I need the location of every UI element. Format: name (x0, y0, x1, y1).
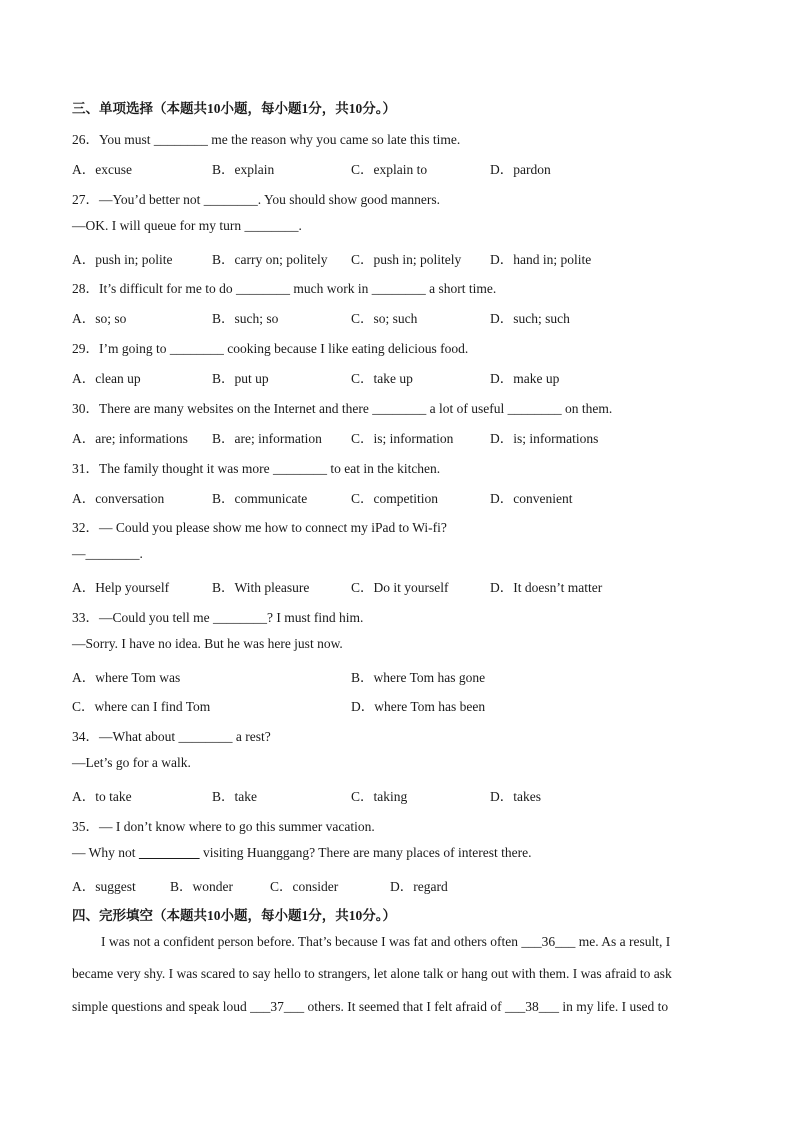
cloze-blank-36: ___36___ (521, 934, 576, 949)
q34-reply: —Let’s go for a walk. (72, 755, 191, 770)
cloze-line-3 (72, 999, 668, 1015)
q27-option-d: D．hand in; polite (490, 252, 592, 267)
cloze-text: I was not a confident person before. That’s because I was fat and others often (101, 934, 522, 949)
cloze-line-2: became very shy. I was scared to say hello to strangers, let alone talk or hang out with them. I was afraid to ask (72, 966, 672, 981)
cloze-line-1 (101, 934, 670, 950)
q31-stem: 31．The family thought it was more ________ to eat in the kitchen. (72, 461, 441, 476)
q34-option-a: A．to take (72, 789, 132, 804)
q31-option-b: B．communicate (212, 491, 308, 506)
q35-option-d: D．regard (390, 879, 448, 894)
q29-stem: 29．I’m going to ________ cooking because I like eating delicious food. (72, 341, 469, 356)
q33-stem: 33．—Could you tell me ________? I must find him. (72, 610, 364, 625)
q33-option-a: A．where Tom was (72, 670, 181, 685)
q34-option-d: D．takes (490, 789, 541, 804)
q35-reply-pre: — Why not (72, 845, 139, 860)
cloze-text: others. It seemed that I felt afraid of (304, 999, 506, 1014)
q32-option-d: D．It doesn’t matter (490, 580, 603, 595)
q30-option-a: A．are; informations (72, 431, 188, 446)
q29-option-c: C．take up (351, 371, 413, 386)
q28-option-d: D．such; such (490, 311, 570, 326)
q33-option-b: B．where Tom has gone (351, 670, 486, 685)
q34-option-b: B．take (212, 789, 257, 804)
q26-stem: 26．You must ________ me the reason why you came so late this time. (72, 132, 461, 147)
q27-option-b: B．carry on; politely (212, 252, 328, 267)
q29-option-a: A．clean up (72, 371, 141, 386)
q29-option-d: D．make up (490, 371, 560, 386)
q35-reply (72, 845, 532, 861)
q28-option-c: C．so; such (351, 311, 418, 326)
q26-option-c: C．explain to (351, 162, 428, 177)
cloze-blank-38: ___38___ (505, 999, 560, 1014)
q28-option-a: A．so; so (72, 311, 127, 326)
q30-option-c: C．is; information (351, 431, 454, 446)
q33-option-d: D．where Tom has been (351, 699, 486, 714)
q26-option-b: B．explain (212, 162, 275, 177)
q33-reply: —Sorry. I have no idea. But he was here just now. (72, 636, 343, 651)
q31-option-a: A．conversation (72, 491, 165, 506)
q29-option-b: B．put up (212, 371, 269, 386)
section4-heading: 四、完形填空（本题共10小题，每小题1分，共10分。） (72, 908, 396, 923)
q32-reply: —________. (72, 546, 143, 561)
q35-blank (139, 845, 200, 860)
q32-option-c: C．Do it yourself (351, 580, 449, 595)
q35-stem: 35．— I don’t know where to go this summer vacation. (72, 819, 375, 834)
q28-stem: 28．It’s difficult for me to do ________ much work in ________ a short time. (72, 281, 497, 296)
q27-reply: —OK. I will queue for my turn ________. (72, 218, 302, 233)
q30-stem: 30．There are many websites on the Internet and there ________ a lot of useful ________ on them. (72, 401, 613, 416)
q35-reply-post: visiting Huanggang? There are many places of interest there. (199, 845, 532, 860)
q31-option-c: C．competition (351, 491, 438, 506)
q31-option-d: D．convenient (490, 491, 573, 506)
q35-option-c: C．consider (270, 879, 339, 894)
q26-option-d: D．pardon (490, 162, 551, 177)
q27-option-c: C．push in; politely (351, 252, 462, 267)
q28-option-b: B．such; so (212, 311, 279, 326)
cloze-text: simple questions and speak loud (72, 999, 251, 1014)
q35-option-a: A．suggest (72, 879, 136, 894)
q26-option-a: A．excuse (72, 162, 132, 177)
q27-option-a: A．push in; polite (72, 252, 173, 267)
q32-option-b: B．With pleasure (212, 580, 310, 595)
section3-heading: 三、单项选择（本题共10小题，每小题1分，共10分。） (72, 101, 396, 116)
q35-option-b: B．wonder (170, 879, 233, 894)
cloze-text: me. As a result, I (575, 934, 671, 949)
q32-option-a: A．Help yourself (72, 580, 170, 595)
cloze-blank-37: ___37___ (250, 999, 305, 1014)
q34-stem: 34．—What about ________ a rest? (72, 729, 271, 744)
q30-option-d: D．is; informations (490, 431, 599, 446)
cloze-text: in my life. I used to (559, 999, 669, 1014)
q32-stem: 32．— Could you please show me how to connect my iPad to Wi-fi? (72, 520, 447, 535)
q27-stem: 27．—You’d better not ________. You should show good manners. (72, 192, 441, 207)
q33-option-c: C．where can I find Tom (72, 699, 211, 714)
q30-option-b: B．are; information (212, 431, 322, 446)
q34-option-c: C．taking (351, 789, 408, 804)
